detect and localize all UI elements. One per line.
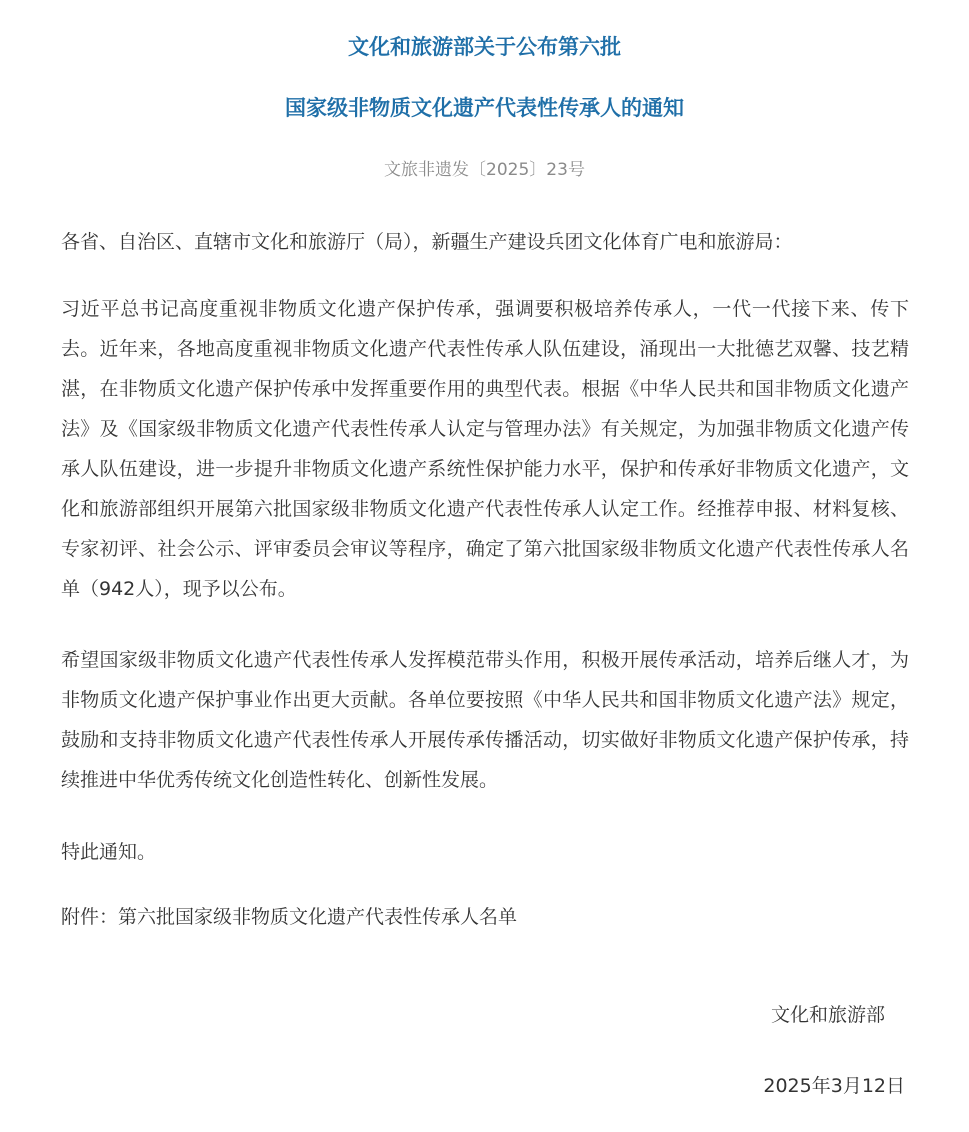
body-paragraph-1: 习近平总书记高度重视非物质文化遗产保护传承，强调要积极培养传承人，一代一代接下来、传下去。近年来，各地高度重视非物质文化遗产代表性传承人队伍建设，涌现出一大批德艺双馨、技艺精湛，在非物质文化遗产保护传承中发挥重要作用的典型代表。根据《中华人民共和国非物质文化遗产法》及《国家级非物质文化遗产代表性传承人认定与管理办法》有关规定，为加强非物质文化遗产传承人队伍建设，进一步提升非物质文化遗产系统性保护能力水平，保护和传承好非物质文化遗产，文化和旅游部组织开展第六批国家级非物质文化遗产代表性传承人认定工作。经推荐申报、材料复核、专家初评、社会公示、评审委员会审议等程序，确定了第六批国家级非物质文化遗产代表性传承人名单（942人），现予以公布。 bbox=[61, 298, 909, 600]
issue-date: 2025年3月12日 bbox=[763, 1075, 905, 1097]
document-title-line1: 文化和旅游部关于公布第六批 bbox=[348, 35, 621, 59]
closing-remark: 特此通知。 bbox=[61, 841, 157, 863]
issuer-signature: 文化和旅游部 bbox=[770, 1004, 885, 1026]
body-paragraph-2: 希望国家级非物质文化遗产代表性传承人发挥模范带头作用，积极开展传承活动，培养后继人才，为非物质文化遗产保护事业作出更大贡献。各单位要按照《中华人民共和国非物质文化遗产法》规定，鼓励和支持非物质文化遗产代表性传承人开展传承传播活动，切实做好非物质文化遗产保护传承，持续推进中华优秀传统文化创造性转化、创新性发展。 bbox=[61, 649, 909, 791]
document-number: 文旅非遗发〔2025〕23号 bbox=[384, 160, 585, 180]
attachment-line: 附件：第六批国家级非物质文化遗产代表性传承人名单 bbox=[61, 906, 518, 928]
document-title-line2: 国家级非物质文化遗产代表性传承人的通知 bbox=[285, 96, 684, 120]
salutation: 各省、自治区、直辖市文化和旅游厅（局），新疆生产建设兵团文化体育广电和旅游局： bbox=[61, 231, 793, 253]
